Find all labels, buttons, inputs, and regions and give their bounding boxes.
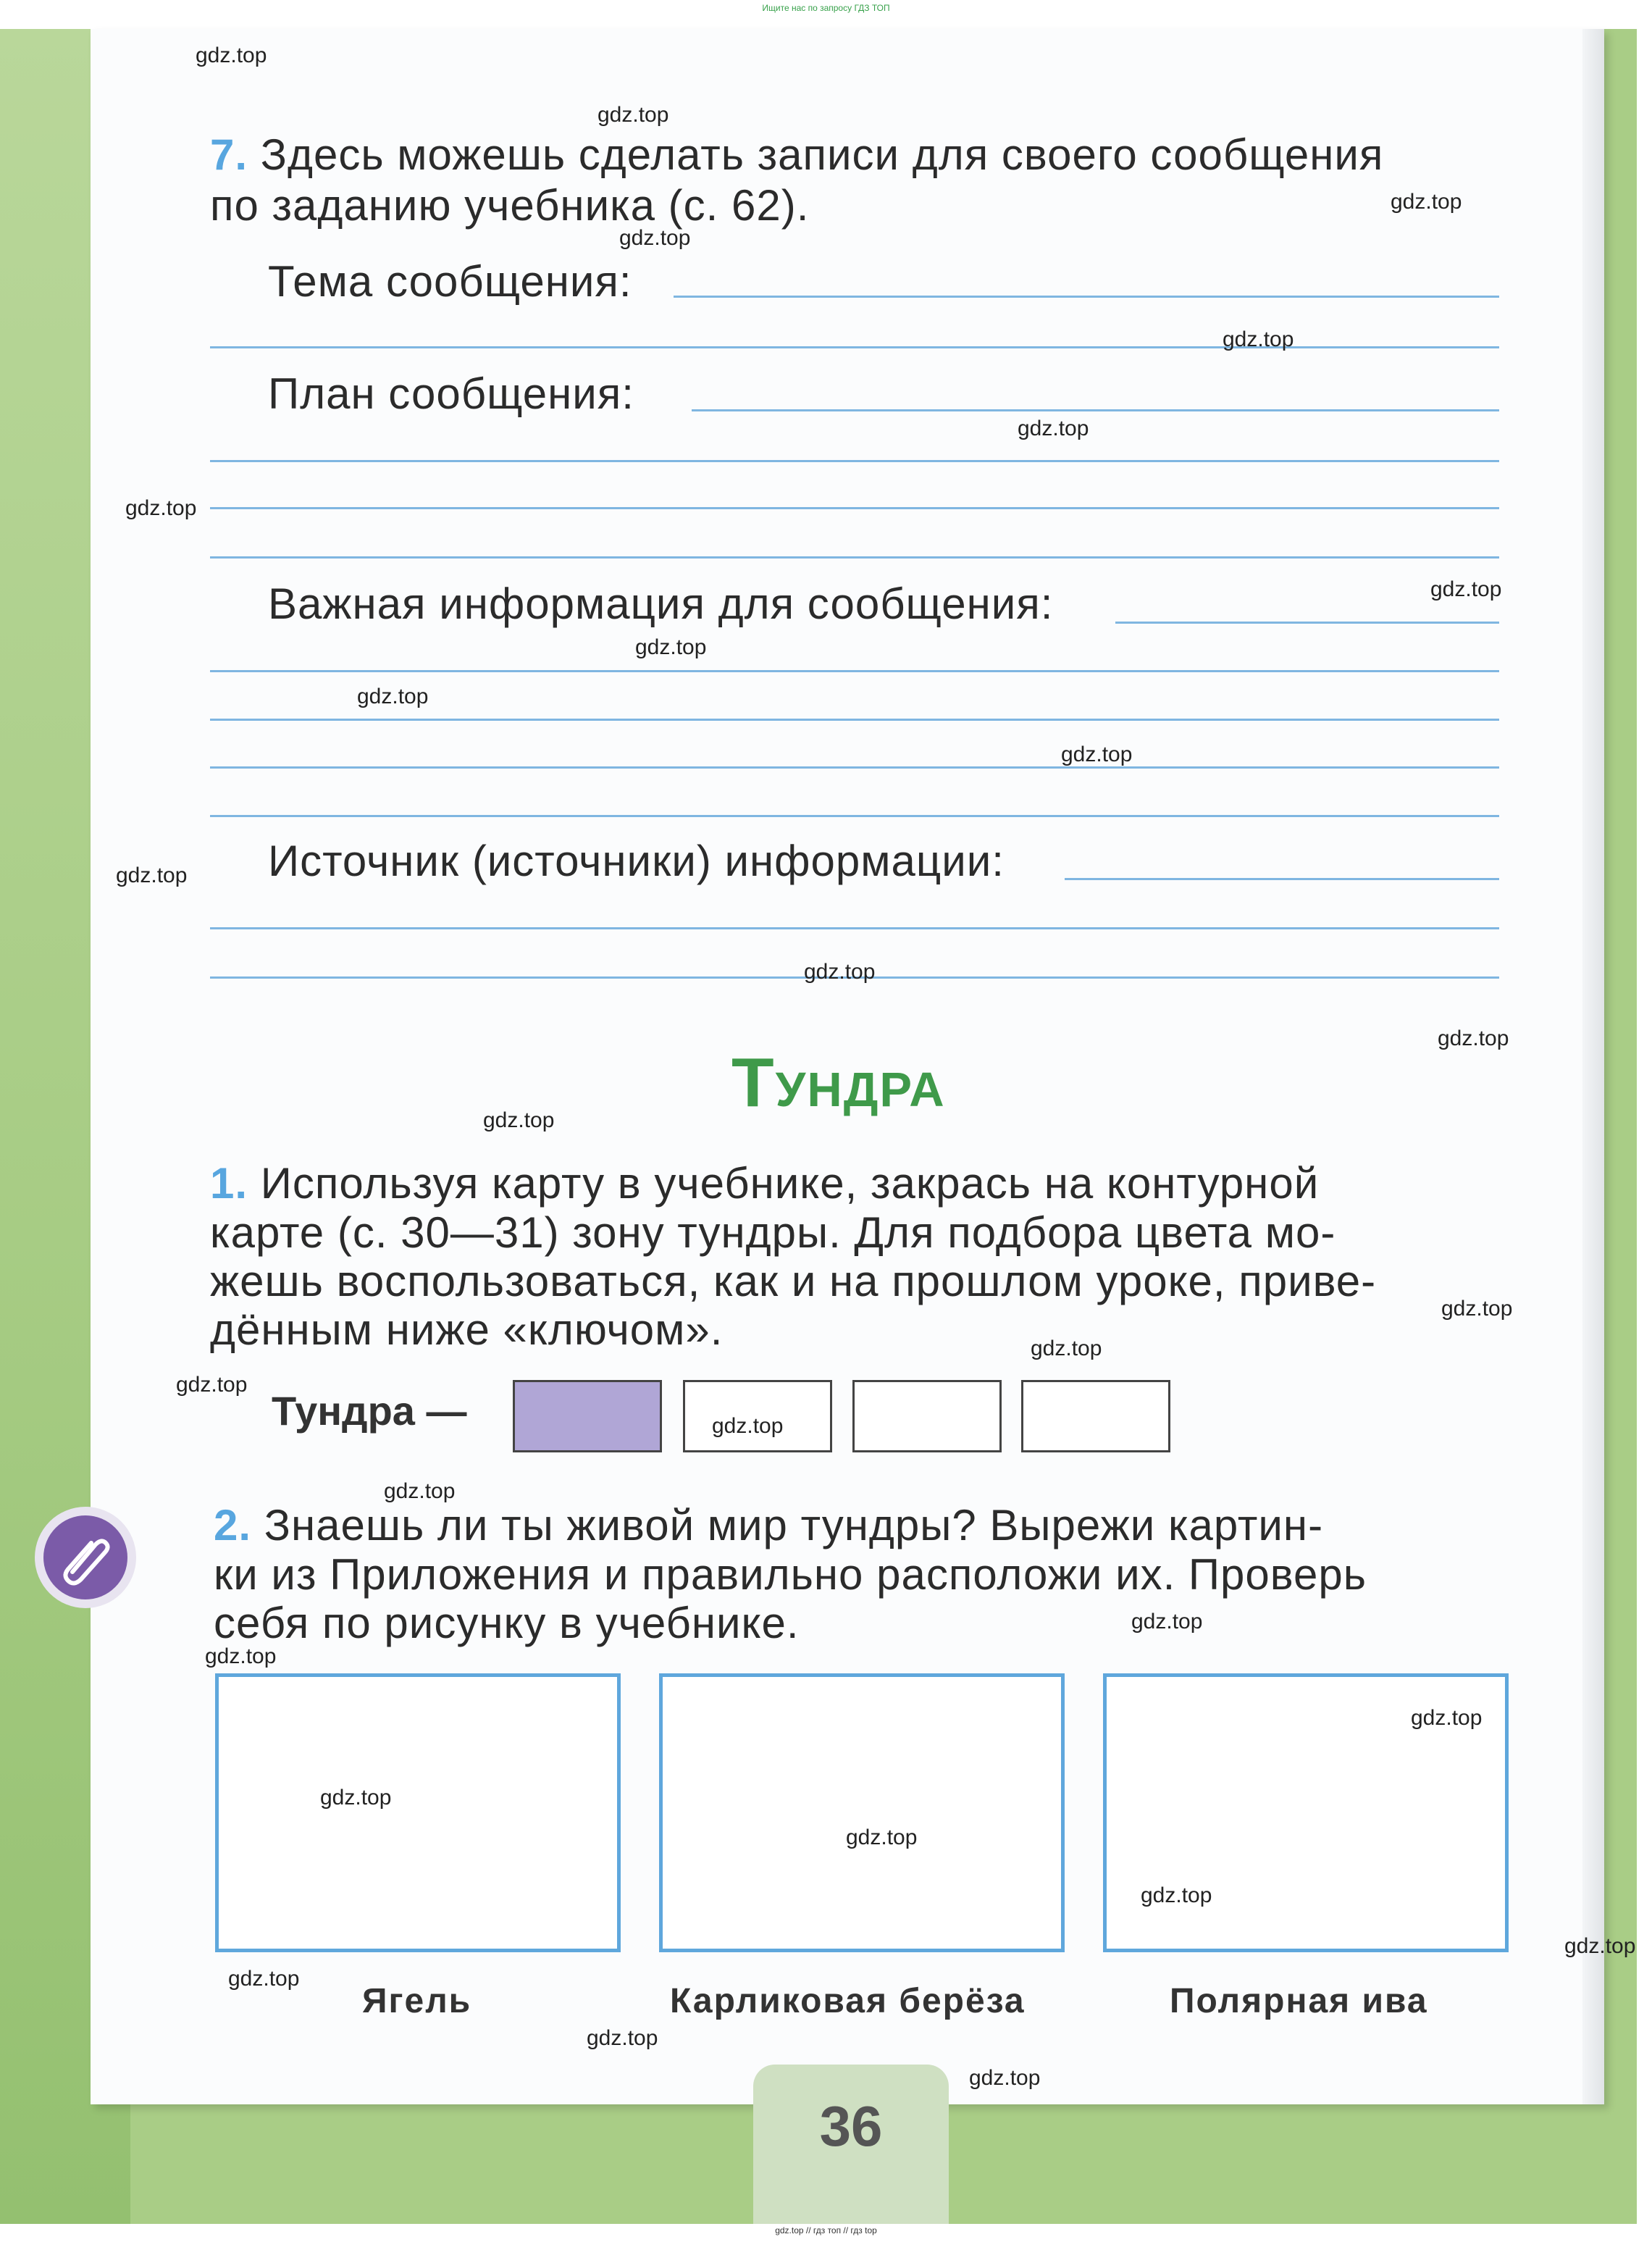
bottom-note: gdz.top // гдз топ // гдз top: [775, 2225, 877, 2235]
watermark: gdz.top: [196, 43, 267, 67]
section-title: Тундра: [731, 1044, 946, 1121]
answer-line[interactable]: [210, 460, 1499, 462]
watermark: gdz.top: [125, 496, 197, 520]
watermark: gdz.top: [384, 1479, 456, 1503]
source-label: Источник (источники) информации:: [268, 837, 1005, 885]
task2-line2: ки из Приложения и правильно расположи их. Проверь: [214, 1550, 1367, 1599]
caption-yagel: Ягель: [362, 1982, 472, 2020]
watermark: gdz.top: [205, 1644, 277, 1668]
task1-line1: 1. Используя карту в учебнике, закрась на контурной: [210, 1159, 1320, 1208]
key-label: Тундра —: [272, 1388, 467, 1434]
watermark: gdz.top: [357, 685, 429, 708]
watermark: gdz.top: [1564, 1934, 1636, 1958]
watermark: gdz.top: [320, 1786, 392, 1810]
watermark: gdz.top: [598, 103, 669, 127]
task1-line2: карте (с. 30—31) зону тундры. Для подбора цвета мо-: [210, 1208, 1336, 1257]
watermark: gdz.top: [1223, 327, 1294, 351]
answer-line[interactable]: [210, 556, 1499, 559]
watermark: gdz.top: [483, 1108, 555, 1132]
watermark: gdz.top: [1438, 1026, 1509, 1050]
picture-slot-dwarf-birch[interactable]: [659, 1673, 1065, 1952]
task1-number: 1.: [210, 1159, 248, 1208]
plan-label: План сообщения:: [268, 369, 634, 418]
caption-polar-willow: Полярная ива: [1170, 1982, 1428, 2020]
watermark: gdz.top: [804, 960, 876, 984]
answer-line[interactable]: [692, 409, 1499, 411]
answer-line[interactable]: [210, 507, 1499, 509]
top-note: Ищите нас по запросу ГДЗ ТОП: [762, 3, 890, 13]
answer-line[interactable]: [210, 719, 1499, 721]
picture-slot-yagel[interactable]: [215, 1673, 621, 1952]
important-label: Важная информация для сообщения:: [268, 580, 1054, 628]
watermark: gdz.top: [587, 2026, 658, 2050]
watermark: gdz.top: [712, 1414, 784, 1438]
theme-label: Тема сообщения:: [268, 257, 632, 306]
watermark: gdz.top: [1141, 1883, 1212, 1907]
answer-line[interactable]: [1115, 622, 1499, 624]
watermark: gdz.top: [1411, 1706, 1483, 1730]
color-key-box[interactable]: [1021, 1380, 1170, 1452]
task2-line3: себя по рисунку в учебнике.: [214, 1599, 800, 1647]
watermark: gdz.top: [619, 226, 691, 250]
watermark: gdz.top: [1031, 1337, 1102, 1360]
watermark: gdz.top: [846, 1825, 918, 1849]
caption-dwarf-birch: Карликовая берёза: [670, 1982, 1026, 2020]
answer-line[interactable]: [210, 670, 1499, 672]
task7-line2: по заданию учебника (с. 62).: [210, 181, 810, 230]
color-key-box-filled: [513, 1380, 662, 1452]
task7-number: 7.: [210, 130, 248, 179]
answer-line[interactable]: [210, 927, 1499, 929]
watermark: gdz.top: [969, 2066, 1041, 2090]
answer-line[interactable]: [1065, 878, 1499, 880]
color-key-box[interactable]: [852, 1380, 1002, 1452]
answer-line[interactable]: [210, 815, 1499, 817]
answer-line[interactable]: [674, 296, 1499, 298]
paperclip-icon: [43, 1515, 127, 1599]
watermark: gdz.top: [1061, 743, 1133, 766]
watermark: gdz.top: [1430, 577, 1502, 601]
task2-line1: 2. Знаешь ли ты живой мир тундры? Вырежи картин-: [214, 1501, 1324, 1549]
watermark: gdz.top: [635, 635, 707, 659]
watermark: gdz.top: [1018, 417, 1089, 440]
watermark: gdz.top: [176, 1373, 248, 1397]
watermark: gdz.top: [116, 863, 188, 887]
watermark: gdz.top: [228, 1967, 300, 1991]
answer-line[interactable]: [210, 346, 1499, 348]
page-spine: [1582, 29, 1604, 2104]
answer-line[interactable]: [210, 766, 1499, 769]
task7-line1: 7. Здесь можешь сделать записи для своего сообщения: [210, 130, 1384, 179]
task2-number: 2.: [214, 1501, 252, 1549]
watermark: gdz.top: [1391, 190, 1462, 214]
task1-line3: жешь воспользоваться, как и на прошлом уроке, приве-: [210, 1257, 1377, 1305]
watermark: gdz.top: [1131, 1610, 1203, 1634]
page-number: 36: [819, 2094, 883, 2158]
task1-line4: дённым ниже «ключом».: [210, 1305, 724, 1354]
watermark: gdz.top: [1441, 1297, 1513, 1321]
